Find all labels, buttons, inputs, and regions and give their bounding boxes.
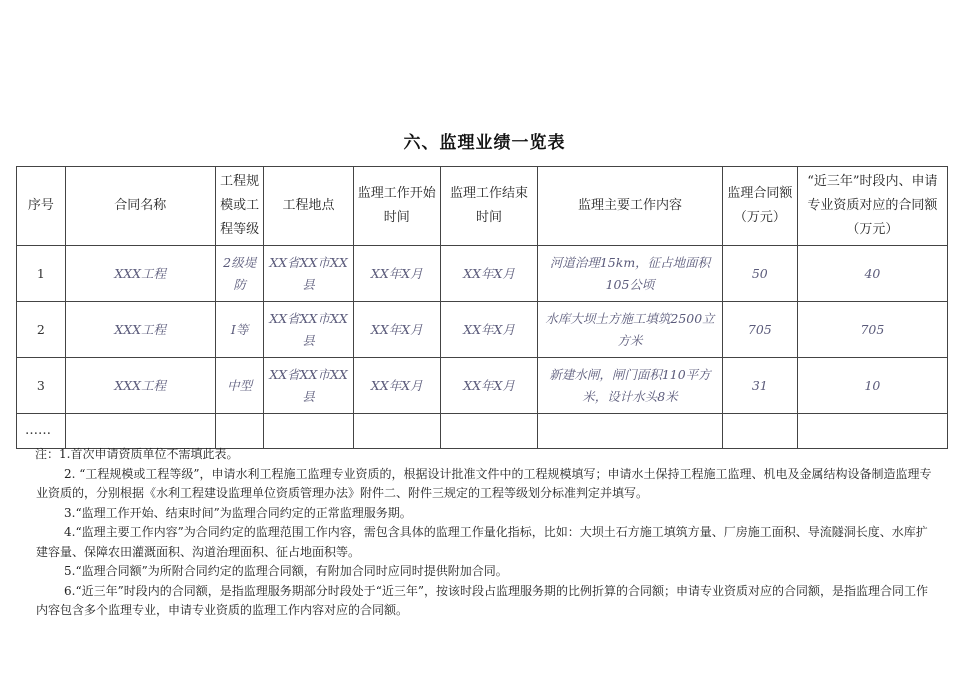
note-item: 3.“监理工作开始、结束时间”为监理合同约定的正常监理服务期。 [64, 505, 412, 520]
note-item: 5.“监理合同额”为所附合同约定的监理合同额，有附加合同时应同时提供附加合同。 [64, 564, 508, 578]
table-cell: XX年X月 [353, 302, 440, 358]
performance-table [16, 166, 948, 449]
note-item: 4.“监理主要工作内容”为合同约定的监理范围工作内容，需包含具体的监理工作量化指标，比如：大坝土石方施工填筑方量、厂房施工面积、导流隧洞长度、水库扩建容量、保障农田灌溉面积、沟道治理面积、征占地面积等。 [36, 525, 928, 559]
header-cell: 工程规模或工程等级 [215, 167, 264, 246]
header-cell: 监理工作结束时间 [440, 167, 537, 246]
table-cell: 705 [722, 302, 797, 358]
table-row [17, 358, 948, 414]
table-row [17, 246, 948, 302]
empty-cell [353, 414, 440, 449]
table-cell: 50 [722, 246, 797, 302]
table-cell: 1 [17, 246, 66, 302]
header-cell: 监理合同额（万元） [722, 167, 797, 246]
table-cell: XX省XX市XX县 [264, 246, 353, 302]
empty-cell [440, 414, 537, 449]
header-cell: 监理主要工作内容 [538, 167, 723, 246]
table-cell: XX年X月 [440, 302, 537, 358]
note-item: 2. “工程规模或工程等级”，申请水利工程施工监理专业资质的，根据设计批准文件中的工程规模填写；申请水土保持工程施工监理、机电及金属结构设备制造监理专业资质的，分别根据《水利工程建设监理单位资质管理办法》附件二、附件三规定的工程等级划分标准判定并填写。 [36, 466, 932, 500]
table-cell: XX年X月 [353, 358, 440, 414]
header-cell: 序号 [17, 167, 66, 246]
table-cell: XX省XX市XX县 [264, 358, 353, 414]
table-cell: XX年X月 [440, 246, 537, 302]
notes-section [36, 445, 936, 621]
table-cell: 新建水闸，闸门面积110平方米，设计水头8米 [538, 358, 723, 414]
header-cell: “近三年”时段内、申请专业资质对应的合同额（万元） [797, 167, 947, 246]
empty-cell [722, 414, 797, 449]
table-cell: XX年X月 [353, 246, 440, 302]
table-cell: 河道治理15km，征占地面积105公顷 [538, 246, 723, 302]
table-cell: 705 [797, 302, 947, 358]
table-cell: 中型 [215, 358, 264, 414]
table-header-row [17, 167, 948, 246]
table-cell: XXX工程 [65, 246, 215, 302]
page-title: 六、监理业绩一览表 [403, 133, 566, 153]
table-cell: 2级堤防 [215, 246, 264, 302]
empty-cell [264, 414, 353, 449]
table-row [17, 302, 948, 358]
table-cell: 10 [797, 358, 947, 414]
header-cell: 监理工作开始时间 [353, 167, 440, 246]
table-cell: XXX工程 [65, 358, 215, 414]
table-cell: 3 [17, 358, 66, 414]
table-cell: 2 [17, 302, 66, 358]
empty-cell [797, 414, 947, 449]
empty-cell [65, 414, 215, 449]
table-cell: 40 [797, 246, 947, 302]
note-item: 6.“近三年”时段内的合同额，是指监理服务期部分时段处于“近三年”，按该时段占监理服务期的比例折算的合同额；申请专业资质对应的合同额，是指监理合同工作内容包含多个监理专业，申请专业资质的监理工作内容对应的合同额。 [36, 583, 928, 617]
ellipsis-cell: …… [17, 414, 66, 449]
empty-cell [538, 414, 723, 449]
table-cell: XX年X月 [440, 358, 537, 414]
table-cell: XXX工程 [65, 302, 215, 358]
header-cell: 合同名称 [65, 167, 215, 246]
note-item: 注：1.首次申请资质单位不需填此表。 [35, 447, 239, 461]
table-cell: 水库大坝土方施工填筑2500立方米 [538, 302, 723, 358]
header-cell: 工程地点 [264, 167, 353, 246]
table-cell: 31 [722, 358, 797, 414]
table-row-ellipsis [17, 414, 948, 449]
table-cell: I等 [215, 302, 264, 358]
table-cell: XX省XX市XX县 [264, 302, 353, 358]
empty-cell [215, 414, 264, 449]
